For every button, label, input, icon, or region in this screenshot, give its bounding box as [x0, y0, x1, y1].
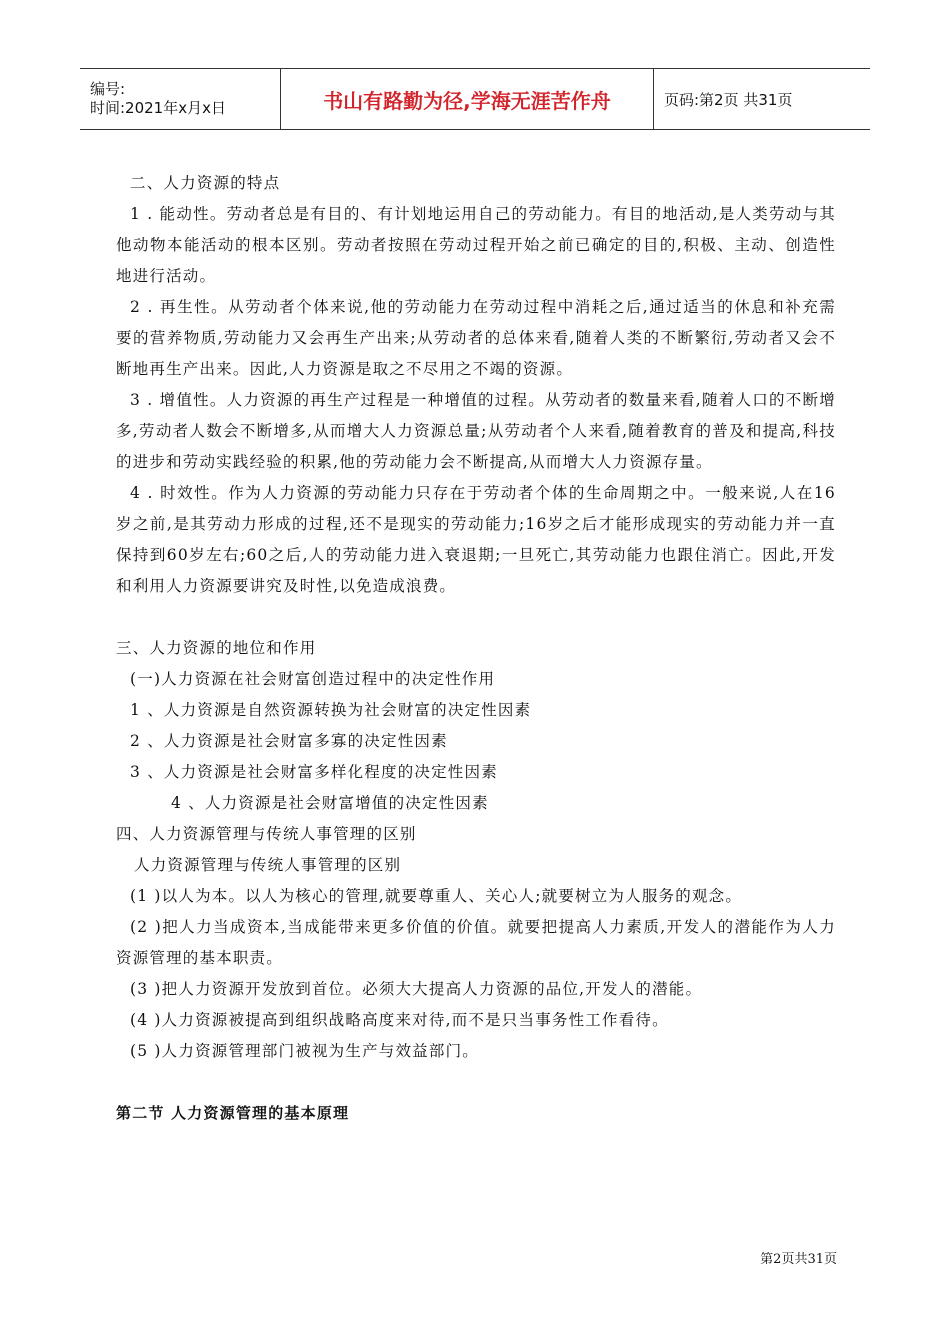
subheading: 人力资源管理与传统人事管理的区别 — [134, 856, 402, 874]
list-item: 4 、人力资源是社会财富增值的决定性因素 — [171, 794, 489, 812]
time-label: 时间:2021年x月x日 — [90, 99, 226, 117]
header-motto: 书山有路勤为径,学海无涯苦作舟 — [281, 69, 654, 129]
list-item: (2 )把人力当成资本,当成能带来更多价值的价值。就要把提高人力素质,开发人的潜能作为人力资源管理的基本职责。 — [116, 918, 836, 967]
section-title-4: 四、人力资源管理与传统人事管理的区别 — [116, 825, 417, 843]
paragraph: 3 . 增值性。人力资源的再生产过程是一种增值的过程。从劳动者的数量来看,随着人口的不断增多,劳动者人数会不断增多,从而增大人力资源总量;从劳动者个人来看,随着教育的普及和提高,科技的进步和劳动实践经验的积累,他的劳动能力会不断提高,从而增大人力资源存量。 — [116, 391, 836, 471]
paragraph: 1 . 能动性。劳动者总是有目的、有计划地运用自己的劳动能力。有目的地活动,是人类劳动与其他动物本能活动的根本区别。劳动者按照在劳动过程开始之前已确定的目的,积极、主动、创造性地进行活动。 — [116, 205, 836, 285]
page-header — [80, 68, 870, 130]
section-title-3: 三、人力资源的地位和作用 — [116, 639, 317, 657]
list-item: (3 )把人力资源开发放到首位。必须大大提高人力资源的品位,开发人的潜能。 — [130, 980, 703, 998]
list-item: 2 、人力资源是社会财富多寡的决定性因素 — [130, 732, 448, 750]
list-item: (1 )以人为本。以人为核心的管理,就要尊重人、关心人;就要树立为人服务的观念。 — [130, 887, 743, 905]
document-body — [116, 168, 836, 1129]
paragraph: 2 . 再生性。从劳动者个体来说,他的劳动能力在劳动过程中消耗之后,通过适当的休息和补充需要的营养物质,劳动能力又会再生产出来;从劳动者的总体来看,随着人类的不断繁衍,劳动者又会不断地再生产出来。因此,人力资源是取之不尽用之不竭的资源。 — [116, 298, 836, 378]
list-item: (4 )人力资源被提高到组织战略高度来对待,而不是只当事务性工作看待。 — [130, 1011, 669, 1029]
chapter-section-heading: 第二节 人力资源管理的基本原理 — [116, 1104, 350, 1122]
header-meta — [80, 69, 281, 129]
list-item: (5 )人力资源管理部门被视为生产与效益部门。 — [130, 1042, 479, 1060]
section-title-2: 二、人力资源的特点 — [130, 174, 281, 192]
list-item: 1 、人力资源是自然资源转换为社会财富的决定性因素 — [130, 701, 532, 719]
paragraph: 4 . 时效性。作为人力资源的劳动能力只存在于劳动者个体的生命周期之中。一般来说,人在16岁之前,是其劳动力形成的过程,还不是现实的劳动能力;16岁之后才能形成现实的劳动能力并一直保持到60岁左右;60之后,人的劳动能力进入衰退期;一旦死亡,其劳动能力也跟住消亡。因此,开发和利用人力资源要讲究及时性,以免造成浪费。 — [116, 484, 836, 595]
number-label: 编号: — [90, 80, 126, 98]
subheading: (一)人力资源在社会财富创造过程中的决定性作用 — [130, 670, 496, 688]
spacer — [116, 1067, 836, 1098]
header-page-label: 页码:第2页 共31页 — [664, 90, 793, 109]
spacer — [116, 602, 836, 633]
list-item: 3 、人力资源是社会财富多样化程度的决定性因素 — [130, 763, 498, 781]
page-footer: 第2页共31页 — [760, 1252, 837, 1267]
